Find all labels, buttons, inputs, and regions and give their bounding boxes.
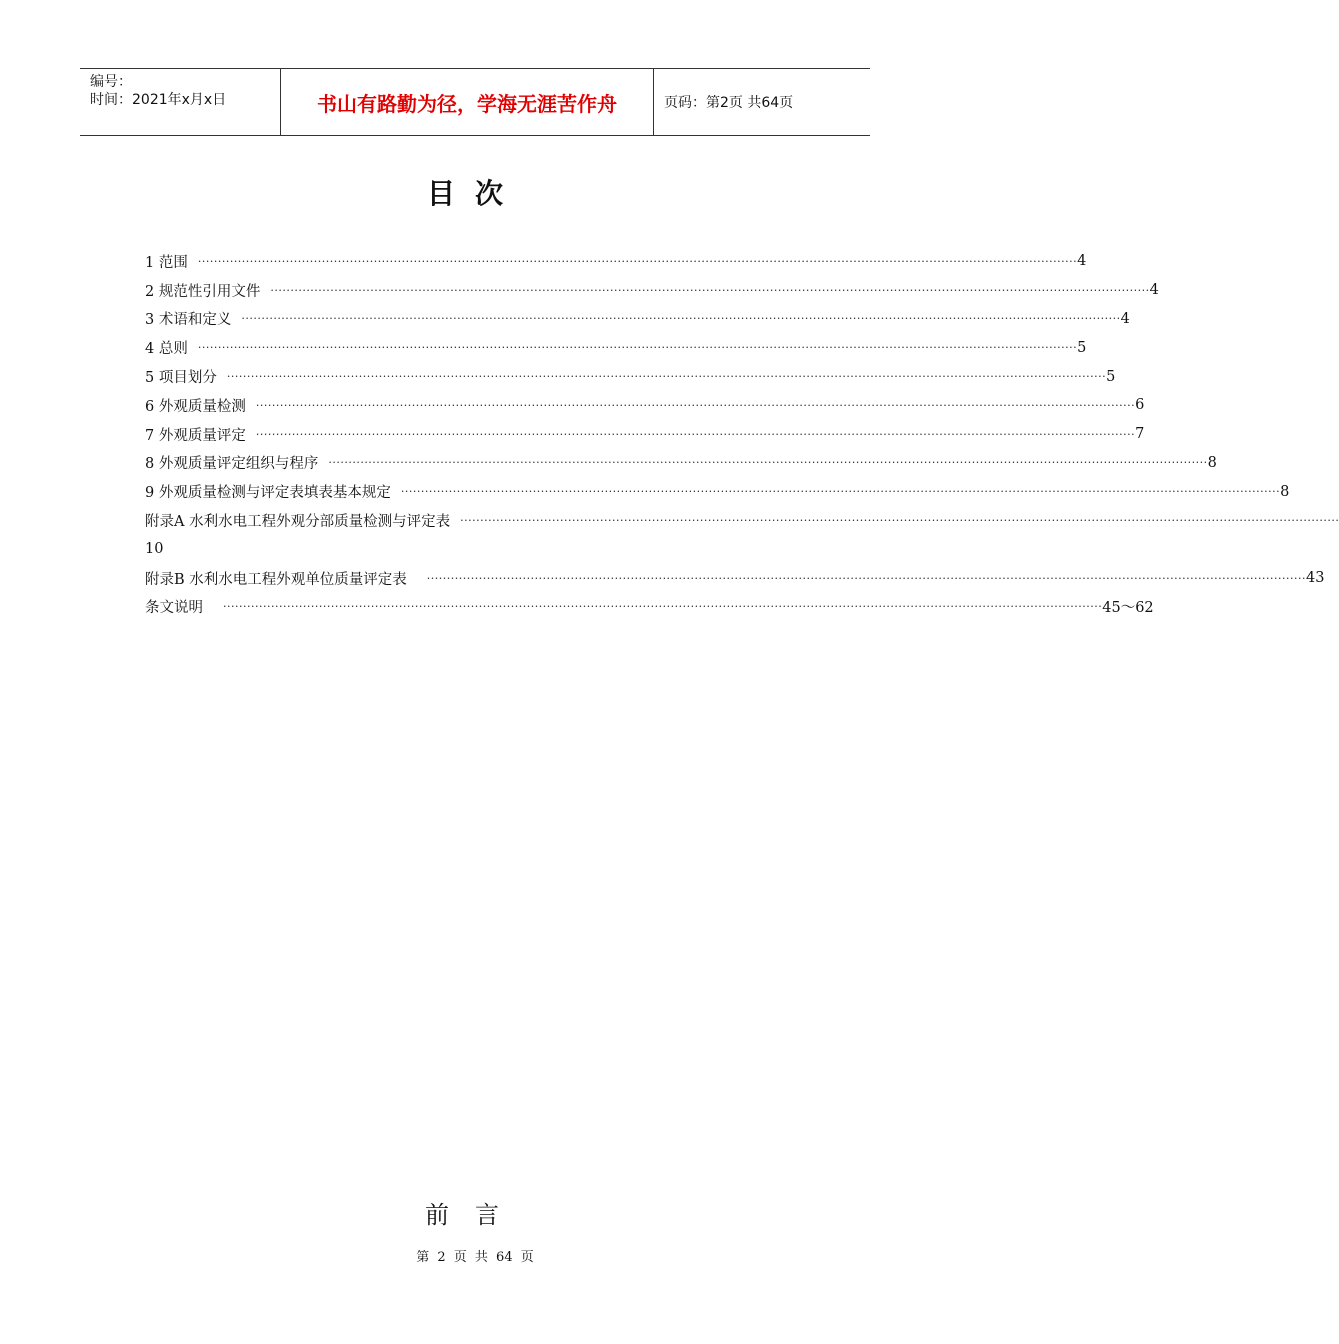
toc-entry[interactable] (145, 506, 1339, 535)
toc-leader-dots: ···························································································································································································································· (255, 398, 1136, 412)
toc-entry-label: 1 范围 (145, 254, 188, 271)
toc-leader-dots: ···························································································································································································································· (460, 514, 1339, 528)
toc-leader-dots: ···························································································································································································································· (197, 254, 1078, 268)
toc-entry-continuation[interactable] (145, 535, 810, 564)
toc-leader-dots: ···························································································································································································································· (197, 341, 1078, 355)
toc-entry-page: 8 (1207, 454, 1217, 471)
toc-leader-dots: ···························································································································································································································· (226, 370, 1107, 384)
toc-leader-dots: ···························································································································································································································· (241, 312, 1121, 326)
toc-entry-label: 附录B 水利水电工程外观单位质量评定表 (145, 571, 407, 588)
page-header (80, 68, 870, 136)
toc-leader-dots: ···························································································································································································································· (223, 600, 1103, 614)
toc-entry-label: 8 外观质量评定组织与程序 (145, 456, 319, 473)
toc-entry[interactable] (145, 333, 1087, 362)
toc-entry[interactable] (145, 564, 1325, 593)
toc-entry-page: 8 (1280, 483, 1290, 500)
toc-leader-dots: ···························································································································································································································· (255, 427, 1136, 441)
toc-title: 目次 (426, 177, 523, 210)
toc-entry-page: 43 (1306, 570, 1325, 587)
preface-heading: 前言 (425, 1201, 525, 1229)
toc-entry[interactable] (145, 305, 1130, 334)
toc-entry-label: 2 规范性引用文件 (145, 283, 261, 300)
toc-leader-dots: ···························································································································································································································· (328, 456, 1208, 470)
toc-entry-label: 条文说明 (145, 600, 203, 617)
toc-entry[interactable] (145, 420, 1145, 449)
toc-entry-label: 4 总则 (145, 341, 188, 358)
header-motto: 书山有路勤为径，学海无涯苦作舟 (281, 69, 654, 135)
toc-entry[interactable] (145, 593, 1154, 622)
toc-leader-dots: ···························································································································································································································· (270, 283, 1150, 297)
toc-entry-label: 附录A 水利水电工程外观分部质量检测与评定表 (145, 514, 451, 531)
toc-entry-label: 9 外观质量检测与评定表填表基本规定 (145, 485, 391, 502)
toc-entry[interactable] (145, 449, 1217, 478)
toc-entry[interactable] (145, 391, 1145, 420)
document-number-label: 编号： (90, 74, 132, 90)
toc-entry-label: 7 外观质量评定 (145, 427, 246, 444)
header-page-info: 页码：第2页 共64页 (664, 95, 794, 111)
toc-entry[interactable] (145, 276, 1159, 305)
toc-entry[interactable] (145, 247, 1087, 276)
toc-entry-page: 5 (1106, 368, 1116, 385)
toc-leader-dots: ···························································································································································································································· (426, 571, 1307, 585)
toc-entry-page: 5 (1077, 339, 1087, 356)
table-of-contents (145, 247, 1339, 621)
toc-entry-page: 45～62 (1102, 600, 1154, 617)
toc-entry-label: 6 外观质量检测 (145, 398, 246, 415)
toc-entry[interactable] (145, 362, 1116, 391)
toc-entry-page: 4 (1149, 282, 1159, 299)
header-meta (80, 69, 281, 135)
toc-leader-dots: ···························································································································································································································· (400, 485, 1281, 499)
toc-entry-label: 5 项目划分 (145, 370, 217, 387)
toc-entry-page: 7 (1135, 426, 1145, 443)
toc-entry[interactable] (145, 477, 1290, 506)
toc-entry-page: 4 (1120, 310, 1130, 327)
toc-entry-label: 10 (145, 541, 164, 558)
page-footer: 第 2 页 共 64 页 (416, 1250, 534, 1265)
document-time-label: 时间：2021年x月x日 (90, 92, 227, 108)
toc-entry-page: 6 (1135, 397, 1145, 414)
toc-entry-page: 4 (1077, 253, 1087, 270)
toc-entry-label: 3 术语和定义 (145, 312, 232, 329)
